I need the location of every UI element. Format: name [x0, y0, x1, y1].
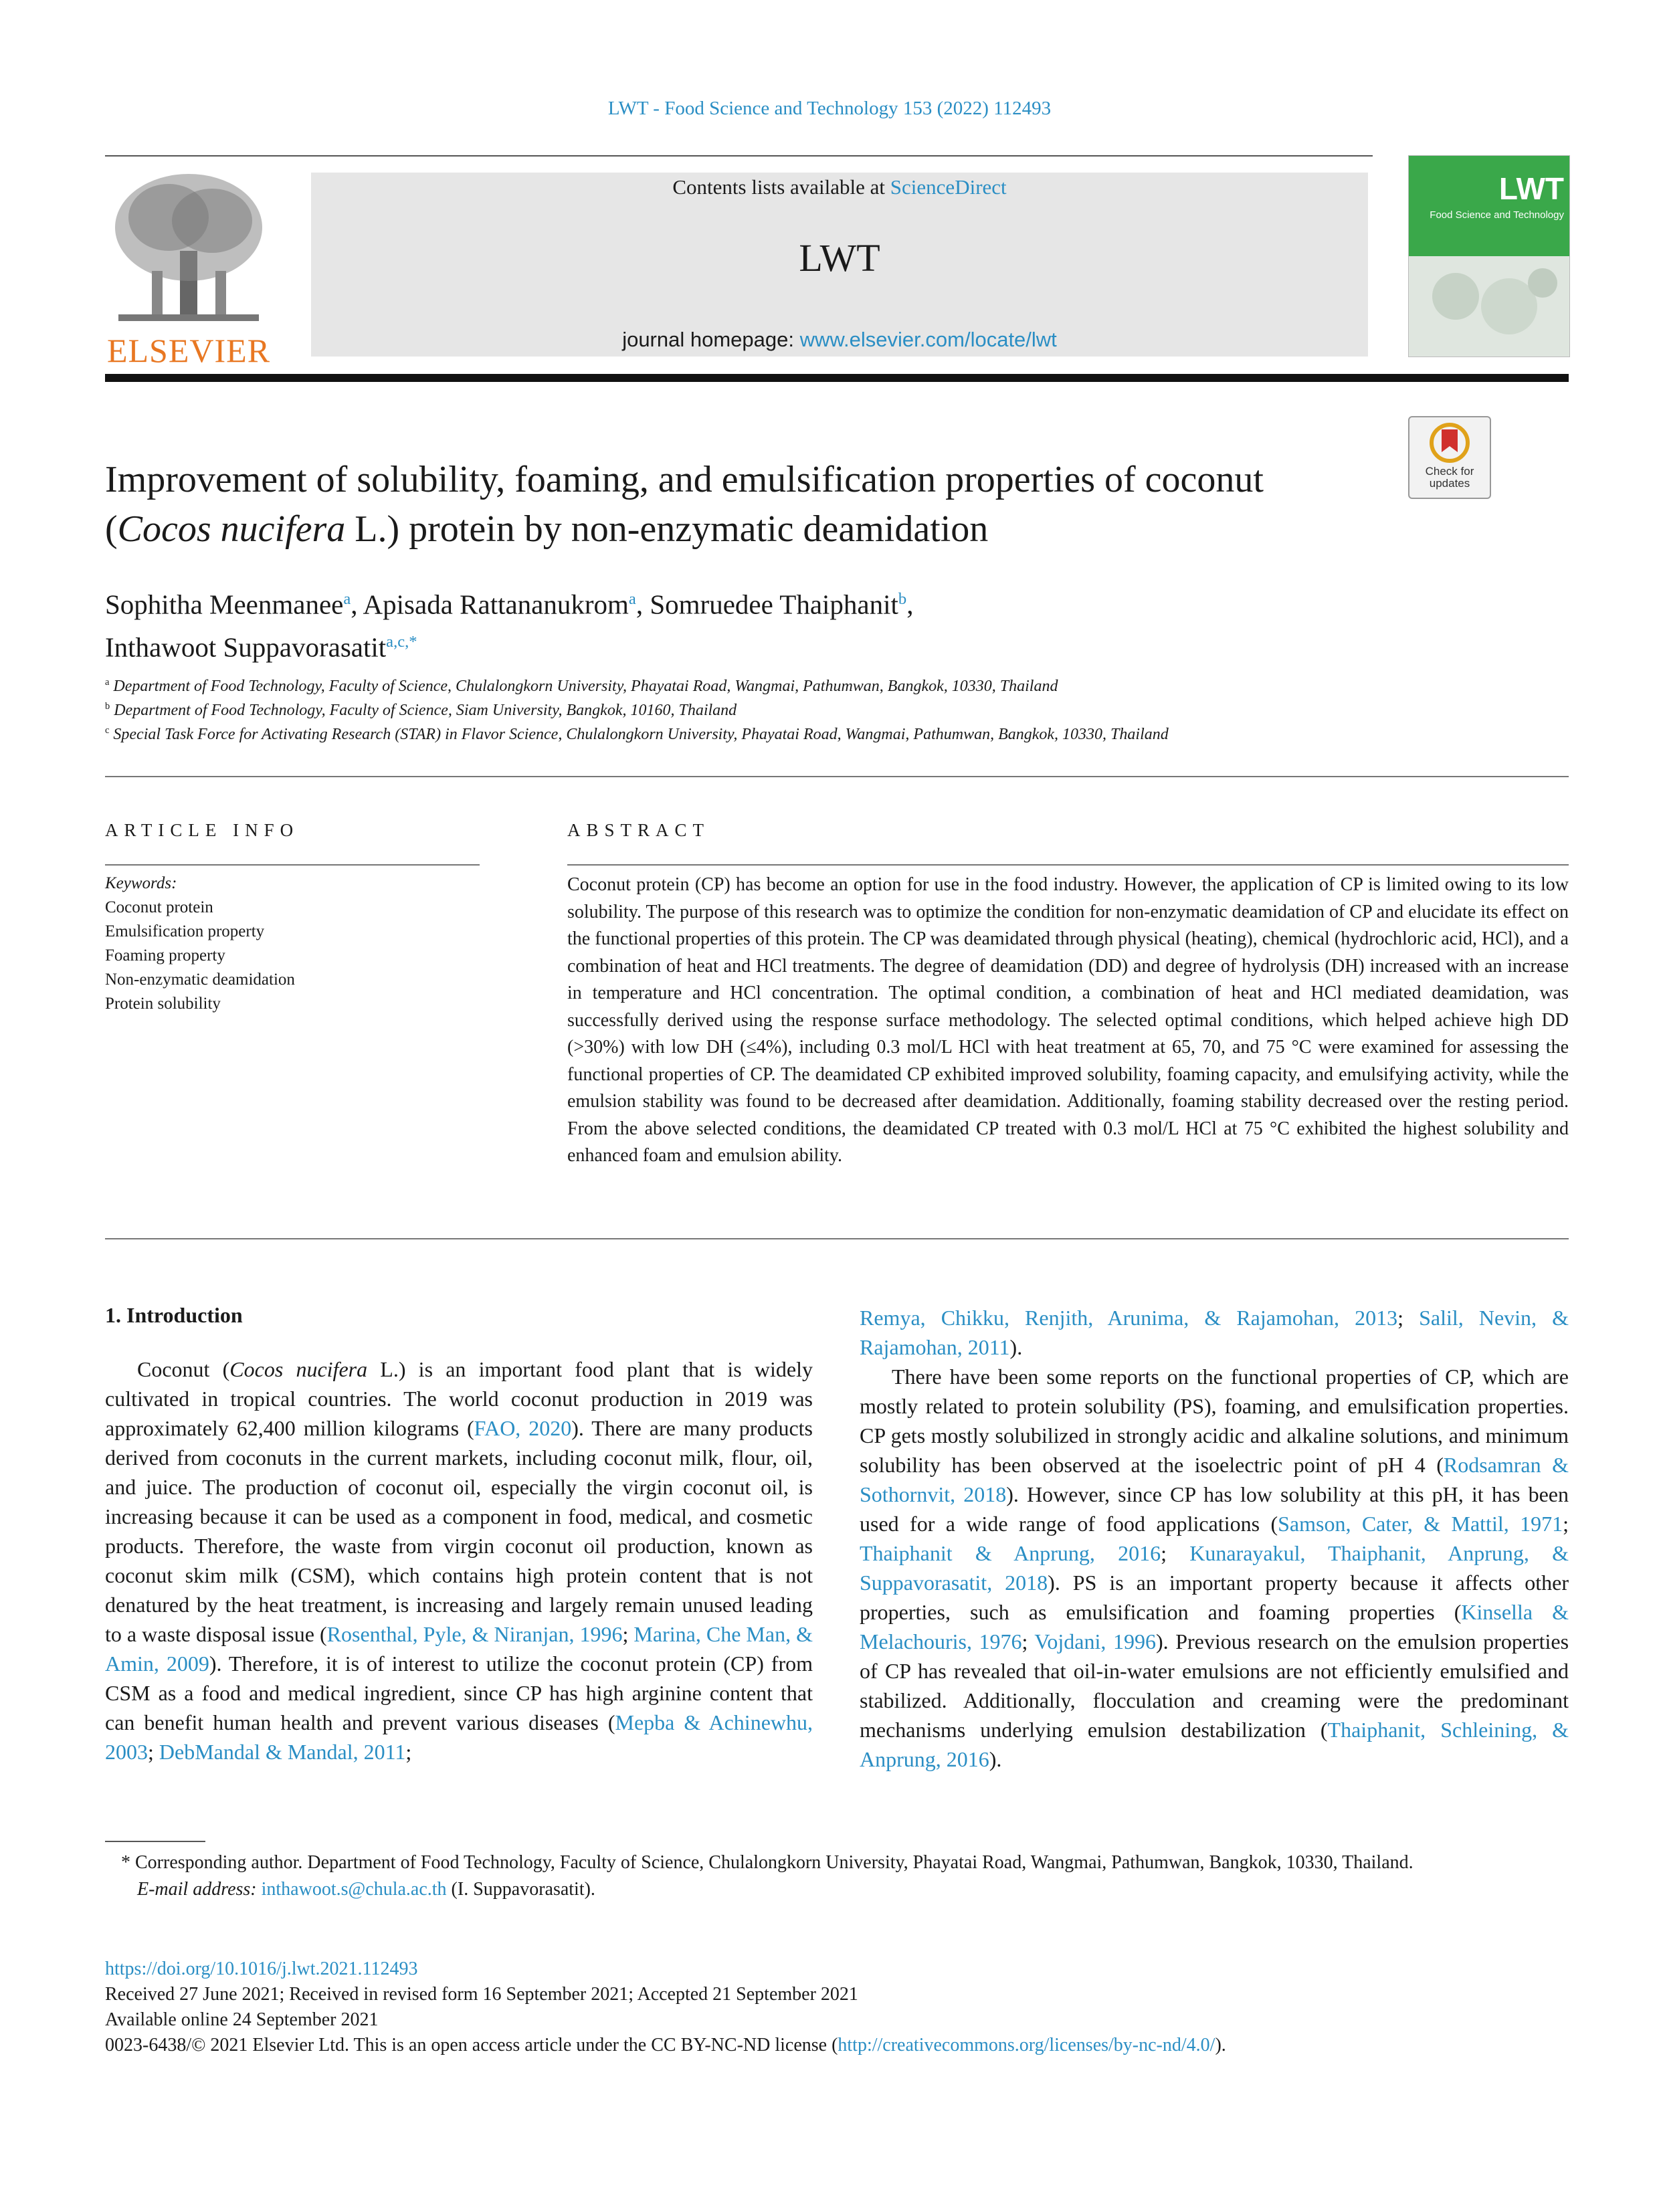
keyword: Non-enzymatic deamidation [105, 971, 295, 989]
citation-separator: ; [1161, 1541, 1190, 1565]
available-online: Available online 24 September 2021 [105, 2009, 379, 2030]
article-footer [105, 1956, 1569, 2058]
citation-link[interactable]: Kinsella & Melachouris, 1976 [860, 1600, 1569, 1653]
abstract-heading: ABSTRACT [567, 820, 710, 840]
homepage-prefix: journal homepage: [622, 328, 800, 351]
text-run: ). However, since CP has low solubility at this pH, it has been used for a wide range of food applications ( [860, 1482, 1569, 1536]
doi-link[interactable]: https://doi.org/10.1016/j.lwt.2021.112493 [105, 1958, 418, 1979]
text-run: ). [1009, 1335, 1023, 1359]
license-suffix: ). [1215, 2035, 1226, 2055]
affiliation [105, 725, 1169, 744]
affiliation-text: Department of Food Technology, Faculty of Science, Chulalongkorn University, Phayatai Road, Wangmai, Pathumwan, Bangkok, 10330, Thailand [113, 678, 1058, 695]
section-rule [105, 776, 1569, 777]
license-link[interactable]: http://creativecommons.org/licenses/by-nc-nd/4.0/ [838, 2035, 1215, 2055]
corresponding-author-footnote [105, 1849, 1569, 1903]
citation-link[interactable]: Rosenthal, Pyle, & Niranjan, 1996 [326, 1622, 623, 1646]
check-for-updates-label: Check for updates [1425, 465, 1474, 490]
cover-image-icon [1409, 256, 1569, 357]
keyword: Protein solubility [105, 995, 221, 1013]
intro-paragraph-1 [105, 1354, 813, 1767]
elsevier-wordmark: ELSEVIER [106, 332, 271, 369]
author-name: Sophitha Meenmanee [105, 589, 344, 620]
citation-link[interactable]: Salil, Nevin, & Rajamohan, 2011 [860, 1306, 1569, 1359]
species-name: Cocos nucifera [229, 1357, 368, 1381]
affiliation [105, 701, 737, 720]
header-thick-rule [105, 374, 1569, 382]
text-run: ). PS is an important property because it affects other properties, such as emulsification and foaming properties ( [860, 1571, 1569, 1624]
author-affiliation-marker[interactable]: b [898, 590, 907, 608]
article-info-rule [105, 864, 480, 866]
author-affiliation-marker[interactable]: a,c,* [386, 632, 417, 651]
bookmark-icon [1409, 417, 1490, 464]
keyword: Emulsification property [105, 922, 265, 940]
citation-separator: ; [1397, 1306, 1420, 1330]
article-title [105, 455, 1363, 554]
author-affiliation-marker[interactable]: a [628, 590, 636, 608]
citation-link[interactable]: Kunarayakul, Thaiphanit, Anprung, & Suppavorasatit, 2018 [860, 1541, 1569, 1595]
citation-link[interactable]: Remya, Chikku, Renjith, Arunima, & Rajamohan, 2013 [860, 1306, 1398, 1330]
author-name: Apisada Rattananukrom [363, 589, 629, 620]
citation-link[interactable]: Rodsamran & Sothornvit, 2018 [860, 1453, 1569, 1506]
footnote-rule [105, 1841, 205, 1842]
text-run: L.) is an important food plant that is widely cultivated in tropical countries. The world coconut production in 2019 was approximately 62,400 million kilograms ( [105, 1357, 813, 1440]
citation-separator: ; [1021, 1629, 1035, 1653]
author-separator: , [636, 589, 650, 620]
author-name: Somruedee Thaiphanit [650, 589, 898, 620]
journal-reference[interactable]: LWT - Food Science and Technology 153 (2022) 112493 [607, 98, 1052, 119]
elsevier-logo [105, 171, 272, 369]
intro-paragraph-2 [860, 1362, 1569, 1774]
abstract-rule [567, 864, 1569, 866]
abstract-text: Coconut protein (CP) has become an option for use in the food industry. However, the application of CP is limited owing to its low solubility. The purpose of this research was to optimize the condition for non-enzymatic deamidation of CP and elucidate its effect on the functional properties of this protein. The CP was deamidated through physical (heating), chemical (hydrochloric acid, HCl), and a combination of heat and HCl treatments. The degree of deamidation (DD) and degree of hydrolysis (DH) increased with an increase in temperature and HCl concentration. The optimal condition, a combination of heat and HCl mediated deamidation, was successfully derived using the response surface methodology. The selected optimal conditions, which helped achieve high DD (>30%) with low DH (≤4%), including 0.3 mol/L HCl with heat treatment at 65, 70, and 75 °C were examined for assessing the functional properties of CP. The deamidated CP exhibited improved solubility, foaming capacity, and emulsifying activity, while the emulsion stability was found to be decreased after deamidation. Additionally, foaming stability decreased over the resting period. From the above selected conditions, the deamidated CP treated with 0.3 mol/L HCl at 75 °C exhibited the highest solubility and enhanced foam and emulsion ability. [567, 874, 1569, 1166]
keyword: Coconut protein [105, 898, 213, 916]
intro-right-column [860, 1303, 1569, 1774]
article-info-heading: ARTICLE INFO [105, 820, 300, 840]
citation-link[interactable]: Thaiphanit, Schleining, & Anprung, 2016 [860, 1718, 1569, 1771]
text-run: ). Previous research on the emulsion properties of CP has revealed that oil-in-water emulsions are not efficiently emulsified and stabilized. Additionally, flocculation and creaming were the predominant mechanisms underlying emulsion destabilization ( [860, 1629, 1569, 1742]
author-separator: , [906, 589, 914, 620]
affiliation-marker: a [105, 677, 110, 688]
affiliation [105, 677, 1058, 696]
citation-separator: ; [622, 1622, 634, 1646]
affiliation-marker: b [105, 701, 110, 712]
citation-separator: ; [405, 1740, 412, 1764]
sciencedirect-link[interactable]: ScienceDirect [890, 175, 1007, 199]
citation-link[interactable]: Mepba & Achinewhu, 2003 [105, 1710, 813, 1764]
author-separator: , [351, 589, 363, 620]
affiliation-text: Department of Food Technology, Faculty of Science, Siam University, Bangkok, 10160, Thailand [114, 702, 737, 719]
footnote-marker: * [121, 1852, 130, 1873]
citation-separator: ; [1563, 1512, 1569, 1536]
citation-link[interactable]: DebMandal & Mandal, 2011 [159, 1740, 406, 1764]
text-run: Coconut ( [137, 1357, 230, 1381]
journal-cover [1408, 155, 1570, 357]
author-name: Inthawoot Suppavorasatit [105, 631, 387, 663]
section-rule [105, 1238, 1569, 1239]
homepage-link[interactable]: www.elsevier.com/locate/lwt [799, 328, 1057, 351]
homepage-line [311, 328, 1368, 352]
text-run: ). There are many products derived from coconuts in the current markets, including coconut milk, flour, oil, and juice. The production of coconut oil, especially the virgin coconut oil, is increasing because it can be used as a component in food, medical, and cosmetic products. Therefore, the waste from virgin coconut oil production, known as coconut skim milk (CSM), which contains high protein content that is not denatured by the heat treatment, is increasing and largely remain unused leading to a waste disposal issue ( [105, 1416, 813, 1646]
introduction-heading: 1. Introduction [105, 1303, 243, 1327]
cover-title: LWT [1498, 171, 1564, 206]
citation-link[interactable]: Thaiphanit & Anprung, 2016 [860, 1541, 1161, 1565]
contents-prefix: Contents lists available at [672, 175, 890, 199]
email-label: E-mail address: [137, 1879, 262, 1900]
license-line [105, 2033, 1569, 2058]
title-species: Cocos nucifera [117, 508, 346, 550]
check-for-updates-badge[interactable] [1408, 416, 1491, 499]
citation-link[interactable]: Marina, Che Man, & Amin, 2009 [105, 1622, 813, 1676]
footnote-text: Corresponding author. Department of Food Technology, Faculty of Science, Chulalongkorn University, Phayatai Road, Wangmai, Pathumwan, Bangkok, 10330, Thailand. [130, 1852, 1413, 1873]
keywords-label: Keywords: [105, 874, 177, 892]
citation-separator: ; [148, 1740, 159, 1764]
keyword: Foaming property [105, 946, 225, 965]
email-suffix: (I. Suppavorasatit). [446, 1879, 595, 1900]
text-run: ). [989, 1747, 1002, 1771]
title-part-2: L.) protein by non-enzymatic deamidation [345, 508, 989, 550]
license-prefix: 0023-6438/© 2021 Elsevier Ltd. This is an open access article under the CC BY-NC-ND license ( [105, 2035, 838, 2055]
keywords-block [105, 872, 295, 1016]
text-run: There have been some reports on the functional properties of CP, which are mostly related to protein solubility (PS), foaming, and emulsification properties. CP gets mostly solubilized in strongly acidic and alkaline solutions, and minimum solubility has been observed at the isoelectric point of pH 4 ( [860, 1365, 1569, 1477]
tree-icon [105, 171, 272, 328]
received-dates: Received 27 June 2021; Received in revised form 16 September 2021; Accepted 21 September 2021 [105, 1984, 858, 2005]
header-rule [105, 155, 1373, 157]
contents-line [311, 175, 1368, 199]
email-link[interactable]: inthawoot.s@chula.ac.th [261, 1879, 447, 1900]
citation-link[interactable]: Vojdani, 1996 [1034, 1629, 1156, 1653]
text-run: ). Therefore, it is of interest to utilize the coconut protein (CP) from CSM as a food and medical ingredient, since CP has high arginine content that can benefit human health and prevent various diseases ( [105, 1651, 813, 1734]
affiliation-marker: c [105, 725, 110, 736]
journal-name: LWT [799, 236, 880, 280]
citation-link[interactable]: Samson, Cater, & Mattil, 1971 [1278, 1512, 1563, 1536]
author-affiliation-marker[interactable]: a [343, 590, 351, 608]
citation-link[interactable]: FAO, 2020 [474, 1416, 572, 1440]
title-part-1: Improvement of solubility, foaming, and emulsification properties of coconut ( [105, 459, 1264, 550]
affiliation-text: Special Task Force for Activating Research (STAR) in Flavor Science, Chulalongkorn University, Phayatai Road, Wangmai, Pathumwan, Bangkok, 10330, Thailand [113, 726, 1169, 743]
author-list [105, 581, 1376, 666]
cover-subtitle: Food Science and Technology [1430, 209, 1564, 221]
